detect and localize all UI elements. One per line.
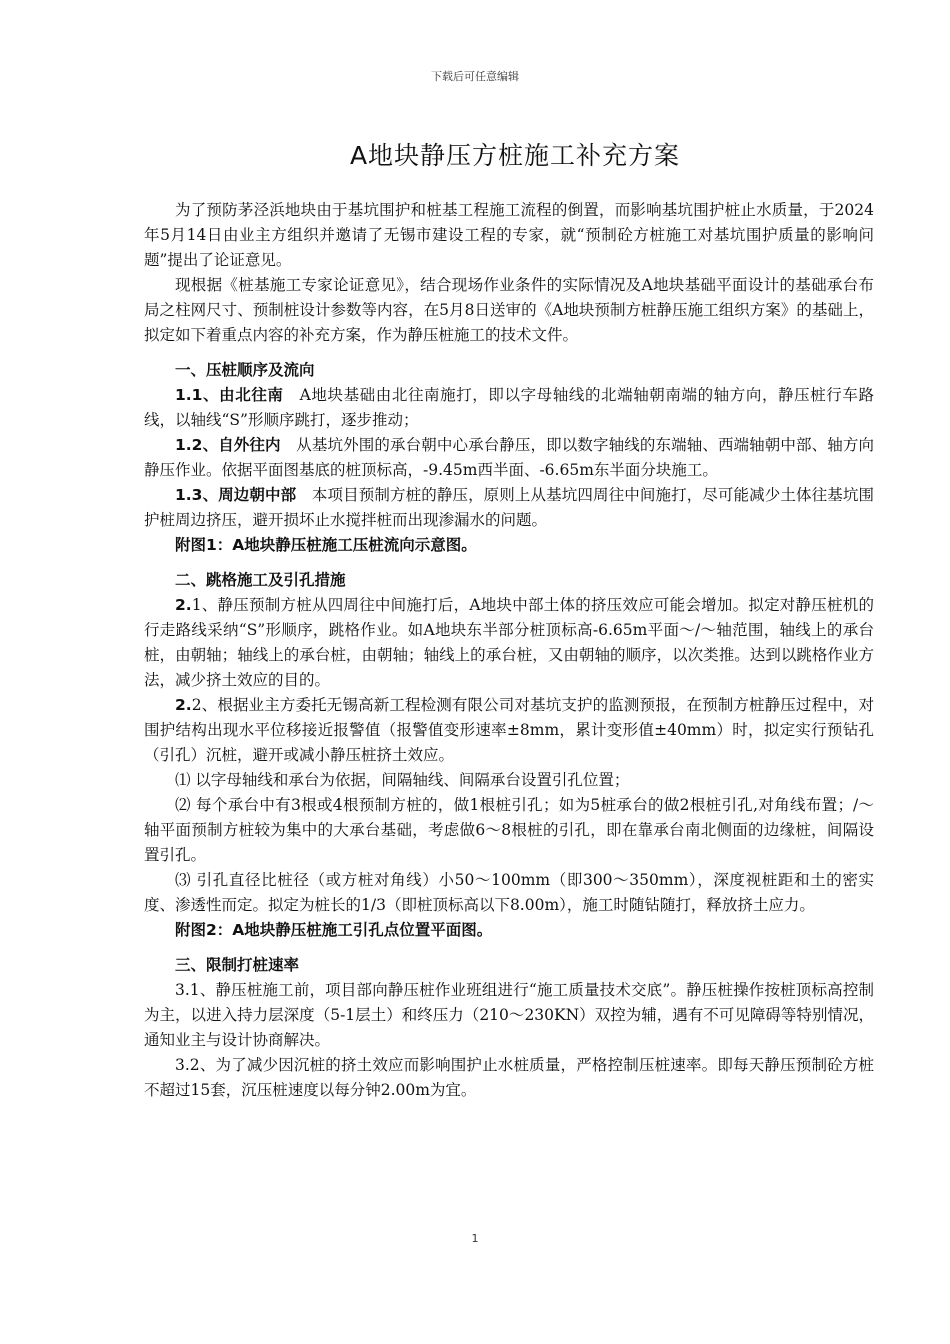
section-1-item-2 <box>144 433 874 483</box>
section-1-item-3-text: 本项目预制方桩的静压，原则上从基坑四周往中间施打，尽可能减少土体往基坑围护桩周边挤压，避开损坏止水搅拌桩而出现渗漏水的问题。 <box>144 486 874 529</box>
document-body <box>144 198 874 1103</box>
intro-paragraph-1: 为了预防茅泾浜地块由于基坑围护和桩基工程施工流程的倒置，而影响基坑围护桩止水质量，于2024年5月14日由业主方组织并邀请了无锡市建设工程的专家，就“预制砼方桩施工对基坑围护质量的影响问题”提出了论证意见。 <box>144 201 874 269</box>
page-number: 1 <box>471 1232 479 1245</box>
section-2-sub-1: ⑴ 以字母轴线和承台为依据，间隔轴线、间隔承台设置引孔位置； <box>175 771 630 789</box>
section-1-item-1 <box>144 383 874 433</box>
section-2-p2-label: 2. <box>175 696 192 714</box>
section-3-paragraph-2: 3.2、为了减少因沉桩的挤土效应而影响围护止水桩质量，严格控制压桩速率。即每天静压预制砼方桩不超过15套，沉压桩速度以每分钟2.00m为宜。 <box>144 1056 874 1099</box>
section-2-heading: 二、跳格施工及引孔措施 <box>175 571 346 589</box>
intro-paragraph-2: 现根据《桩基施工专家论证意见》，结合现场作业条件的实际情况及A地块基础平面设计的基础承台布局之柱网尺寸、预制桩设计参数等内容，在5月8日送审的《A地块预制方桩静压施工组织方案》的基础上，拟定如下着重点内容的补充方案，作为静压桩施工的技术文件。 <box>144 276 874 344</box>
section-2-sub-2: ⑵ 每个承台中有3根或4根预制方桩的，做1根桩引孔；如为5桩承台的做2根桩引孔,对角线布置；/～轴平面预制方桩较为集中的大承台基础，考虑做6～8根桩的引孔，即在靠承台南北侧面的边缘桩，间隔设置引孔。 <box>144 796 874 864</box>
figure-2-caption: 附图2：A地块静压桩施工引孔点位置平面图。 <box>175 921 493 939</box>
section-1-item-3-label: 1.3、周边朝中部 <box>175 486 297 504</box>
section-2-paragraph-2 <box>144 693 874 768</box>
section-3-paragraph-1: 3.1、静压桩施工前，项目部向静压桩作业班组进行“施工质量技术交底”。静压桩操作按桩顶标高控制为主，以进入持力层深度（5-1层土）和终压力（210～230KN）双控为辅，遇有不可见障碍等特别情况，通知业主与设计协商解决。 <box>144 981 874 1049</box>
section-3-heading: 三、限制打桩速率 <box>175 956 300 974</box>
section-2-p1-label: 2. <box>175 596 192 614</box>
section-1-item-2-label: 1.2、自外往内 <box>175 436 281 454</box>
section-1-item-1-label: 1.1、由北往南 <box>175 386 284 404</box>
section-2-p1-text: 1、静压预制方桩从四周往中间施打后，A地块中部土体的挤压效应可能会增加。拟定对静压桩机的行走路线采纳“S”形顺序，跳格作业。如A地块东半部分桩顶标高-6.65m平面～/～轴范围，轴线上的承台桩，由朝轴；轴线上的承台桩，由朝轴；轴线上的承台桩，又由朝轴的顺序，以次类推。达到以跳格作业方法，减少挤土效应的目的。 <box>144 596 874 689</box>
section-2-paragraph-1 <box>144 593 874 693</box>
header-note: 下载后可任意编辑 <box>431 70 519 83</box>
section-1-item-1-text: A地块基础由北往南施打，即以字母轴线的北端轴朝南端的轴方向，静压桩行车路线，以轴线“S”形顺序跳打，逐步推动； <box>144 386 874 429</box>
section-2-p2-text: 2、根据业主方委托无锡高新工程检测有限公司对基坑支护的监测预报，在预制方桩静压过程中，对围护结构出现水平位移接近报警值（报警值变形速率±8mm，累计变形值±40mm）时，拟定实行预钻孔（引孔）沉桩，避开或减小静压桩挤土效应。 <box>144 696 874 764</box>
section-1-heading: 一、压桩顺序及流向 <box>175 361 315 379</box>
figure-1-caption: 附图1：A地块静压桩施工压桩流向示意图。 <box>175 536 477 554</box>
section-2-sub-3: ⑶ 引孔直径比桩径（或方桩对角线）小50～100mm（即300～350mm），深度视桩距和土的密实度、渗透性而定。拟定为桩长的1/3（即桩顶标高以下8.00m），施工时随钻随打，释放挤土应力。 <box>144 871 874 914</box>
document-title: A地块静压方桩施工补充方案 <box>349 141 681 170</box>
section-1-item-3 <box>144 483 874 533</box>
section-1-item-2-text: 从基坑外围的承台朝中心承台静压，即以数字轴线的东端轴、西端轴朝中部、轴方向静压作业。依据平面图基底的桩顶标高，-9.45m西半面、-6.65m东半面分块施工。 <box>144 436 874 479</box>
